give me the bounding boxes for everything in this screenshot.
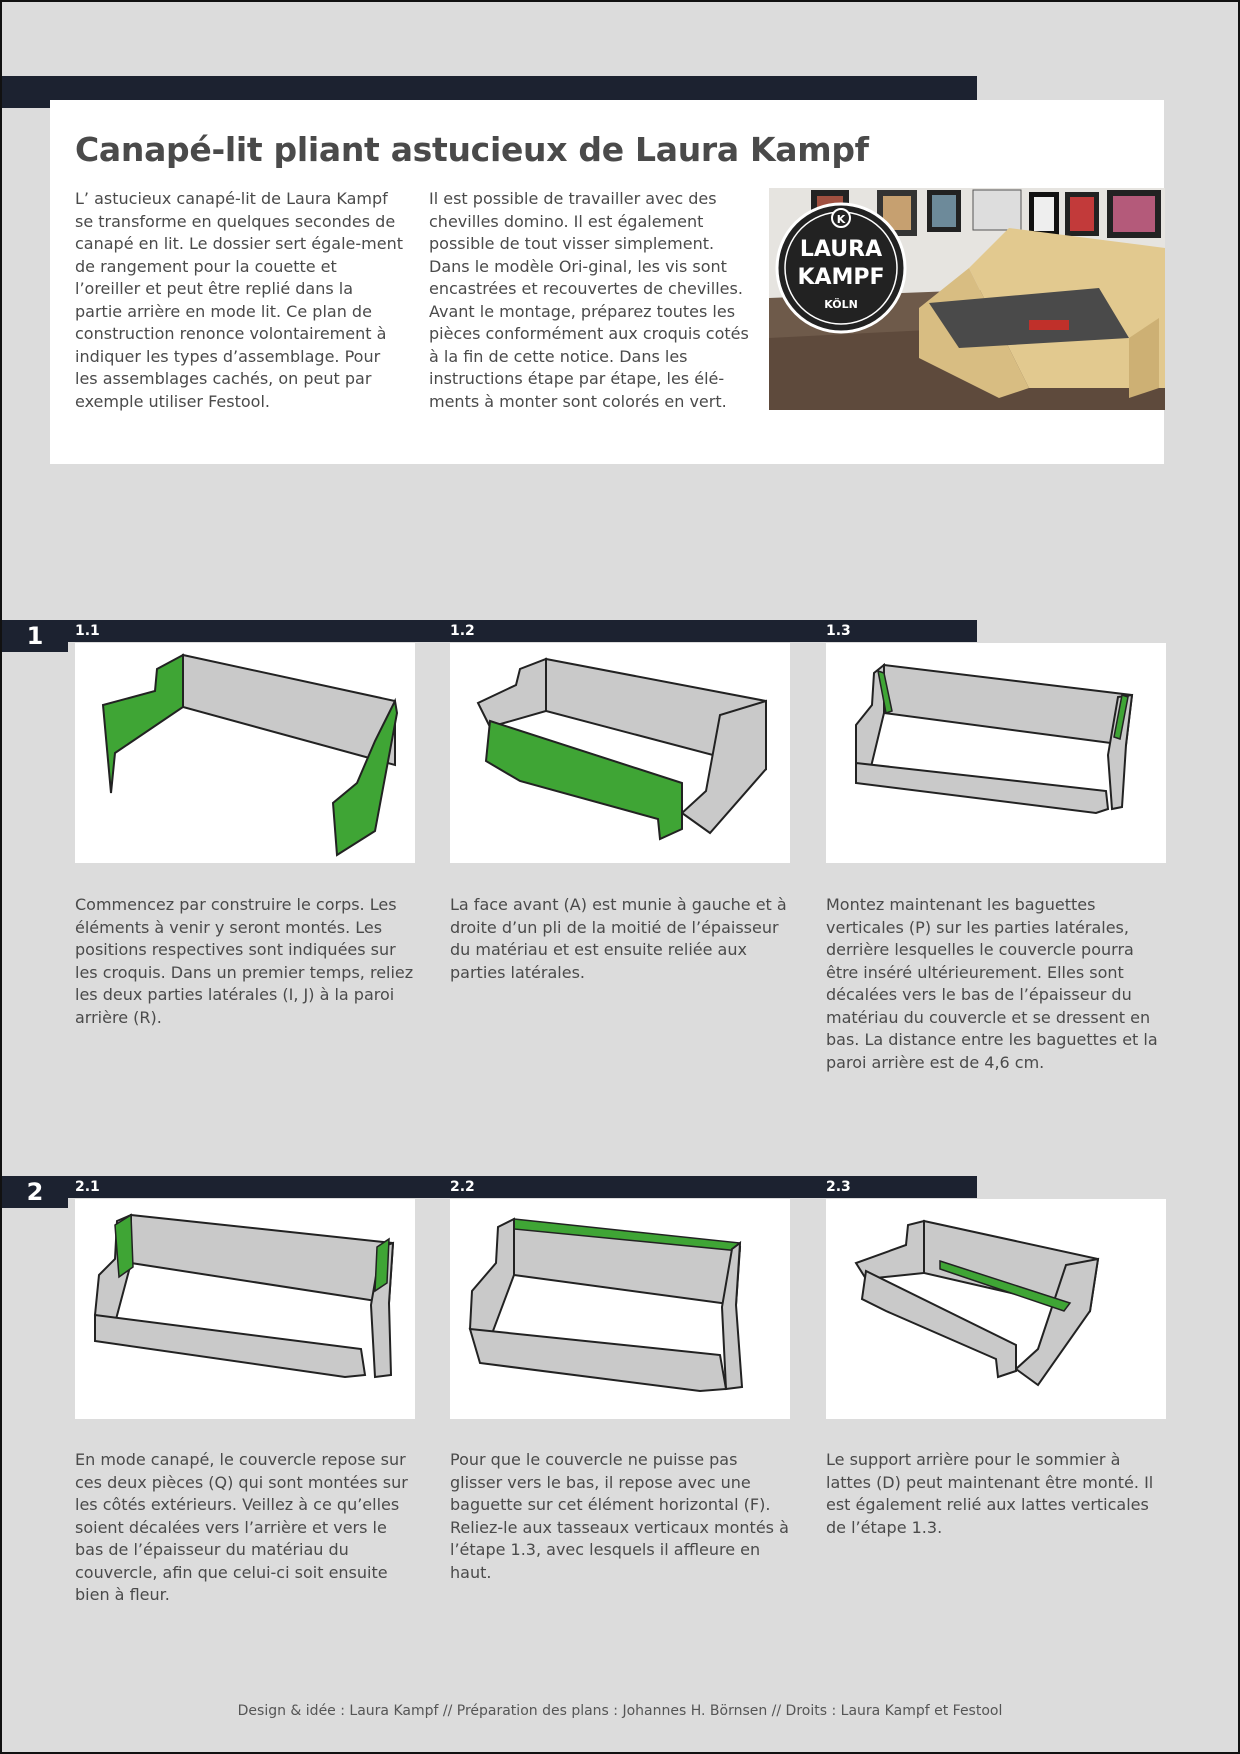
step-1-2-text: La face avant (A) est munie à gauche et à droite d’un pli de la moitié de l’épaisseur du matériau et est ensuite reliée aux parties latérales. bbox=[450, 895, 787, 982]
intro-paragraph-2: Il est possible de travailler avec des chevilles domino. Il est également possible de tout visser simplement. Dans le modèle Ori-ginal, les vis sont encastrées et recouvertes de chevilles. Avant le montage, préparez toutes les pièces conformément aux croquis cotés à la fin de cette notice. Dans les instructions étape par étape, les élé-ments à monter sont colorés en vert. bbox=[429, 189, 749, 411]
step-2-number: 2 bbox=[2, 1176, 68, 1208]
step-2-1-label: 2.1 bbox=[75, 1179, 100, 1195]
step-2-3-text: Le support arrière pour le sommier à lattes (D) peut maintenant être monté. Il est également relié aux lattes verticales de l’étape 1.3. bbox=[826, 1450, 1154, 1537]
step-1-1-text: Commencez par construire le corps. Les éléments à venir y seront montés. Les positions respectives sont indiquées sur les croquis. Dans un premier temps, reliez les deux parties latérales (I, J) à la paroi arrière (R). bbox=[75, 895, 414, 1027]
step-1-2-label: 1.2 bbox=[450, 623, 475, 639]
logo-bottom: KÖLN bbox=[824, 298, 858, 311]
step-1-number: 1 bbox=[2, 620, 68, 652]
page-title: Canapé-lit pliant astucieux de Laura Kampf bbox=[75, 130, 869, 169]
step-2-2-text: Pour que le couvercle ne puisse pas glisser vers le bas, il repose avec une baguette sur cet élément horizontal (F). Reliez-le aux tasseaux verticaux montés à l’étape 1.3, avec lesquels il affleure en haut. bbox=[450, 1450, 789, 1582]
step-2-1-text: En mode canapé, le couvercle repose sur ces deux pièces (Q) qui sont montées sur les côtés extérieurs. Veillez à ce qu’elles soient décalées vers l’arrière et vers le bas de l’épaisseur du matériau du couvercle, afin que celui-ci soit ensuite bien à fleur. bbox=[75, 1450, 408, 1604]
diagram-2-2 bbox=[450, 1199, 790, 1419]
diagram-1-2 bbox=[450, 643, 790, 863]
logo-k: K bbox=[836, 213, 846, 226]
logo-line1: LAURA bbox=[799, 237, 883, 262]
step-2-3-label: 2.3 bbox=[826, 1179, 851, 1195]
step-1-3-label: 1.3 bbox=[826, 623, 851, 639]
diagram-1-3 bbox=[826, 643, 1166, 863]
diagram-1-1 bbox=[75, 643, 415, 863]
intro-card bbox=[50, 100, 1164, 464]
intro-paragraph-1: L’ astucieux canapé-lit de Laura Kampf se transforme en quelques secondes de canapé en lit. Le dossier sert égale-ment de rangement pour la couette et l’oreiller et peut être replié dans la partie arrière en mode lit. Ce plan de construction renonce volontairement à indiquer les types d’assemblage. Pour les assemblages cachés, on peut par exemple utiliser Festool. bbox=[75, 189, 403, 411]
diagram-2-3 bbox=[826, 1199, 1166, 1419]
logo-line2: KAMPF bbox=[797, 265, 885, 290]
step-2-2-label: 2.2 bbox=[450, 1179, 475, 1195]
sofa-photo bbox=[769, 188, 1165, 410]
diagram-2-1 bbox=[75, 1199, 415, 1419]
step-1-3-text: Montez maintenant les baguettes verticales (P) sur les parties latérales, derrière lesquelles le couvercle pourra être inséré ultérieurement. Elles sont décalées vers le bas de l’épaisseur du matériau du couvercle et se dressent en bas. La distance entre les baguettes et la paroi arrière est de 4,6 cm. bbox=[826, 895, 1158, 1072]
step-1-1-label: 1.1 bbox=[75, 623, 100, 639]
footer-credits: Design & idée : Laura Kampf // Préparation des plans : Johannes H. Börnsen // Droits : Laura Kampf et Festool bbox=[237, 1703, 1003, 1719]
